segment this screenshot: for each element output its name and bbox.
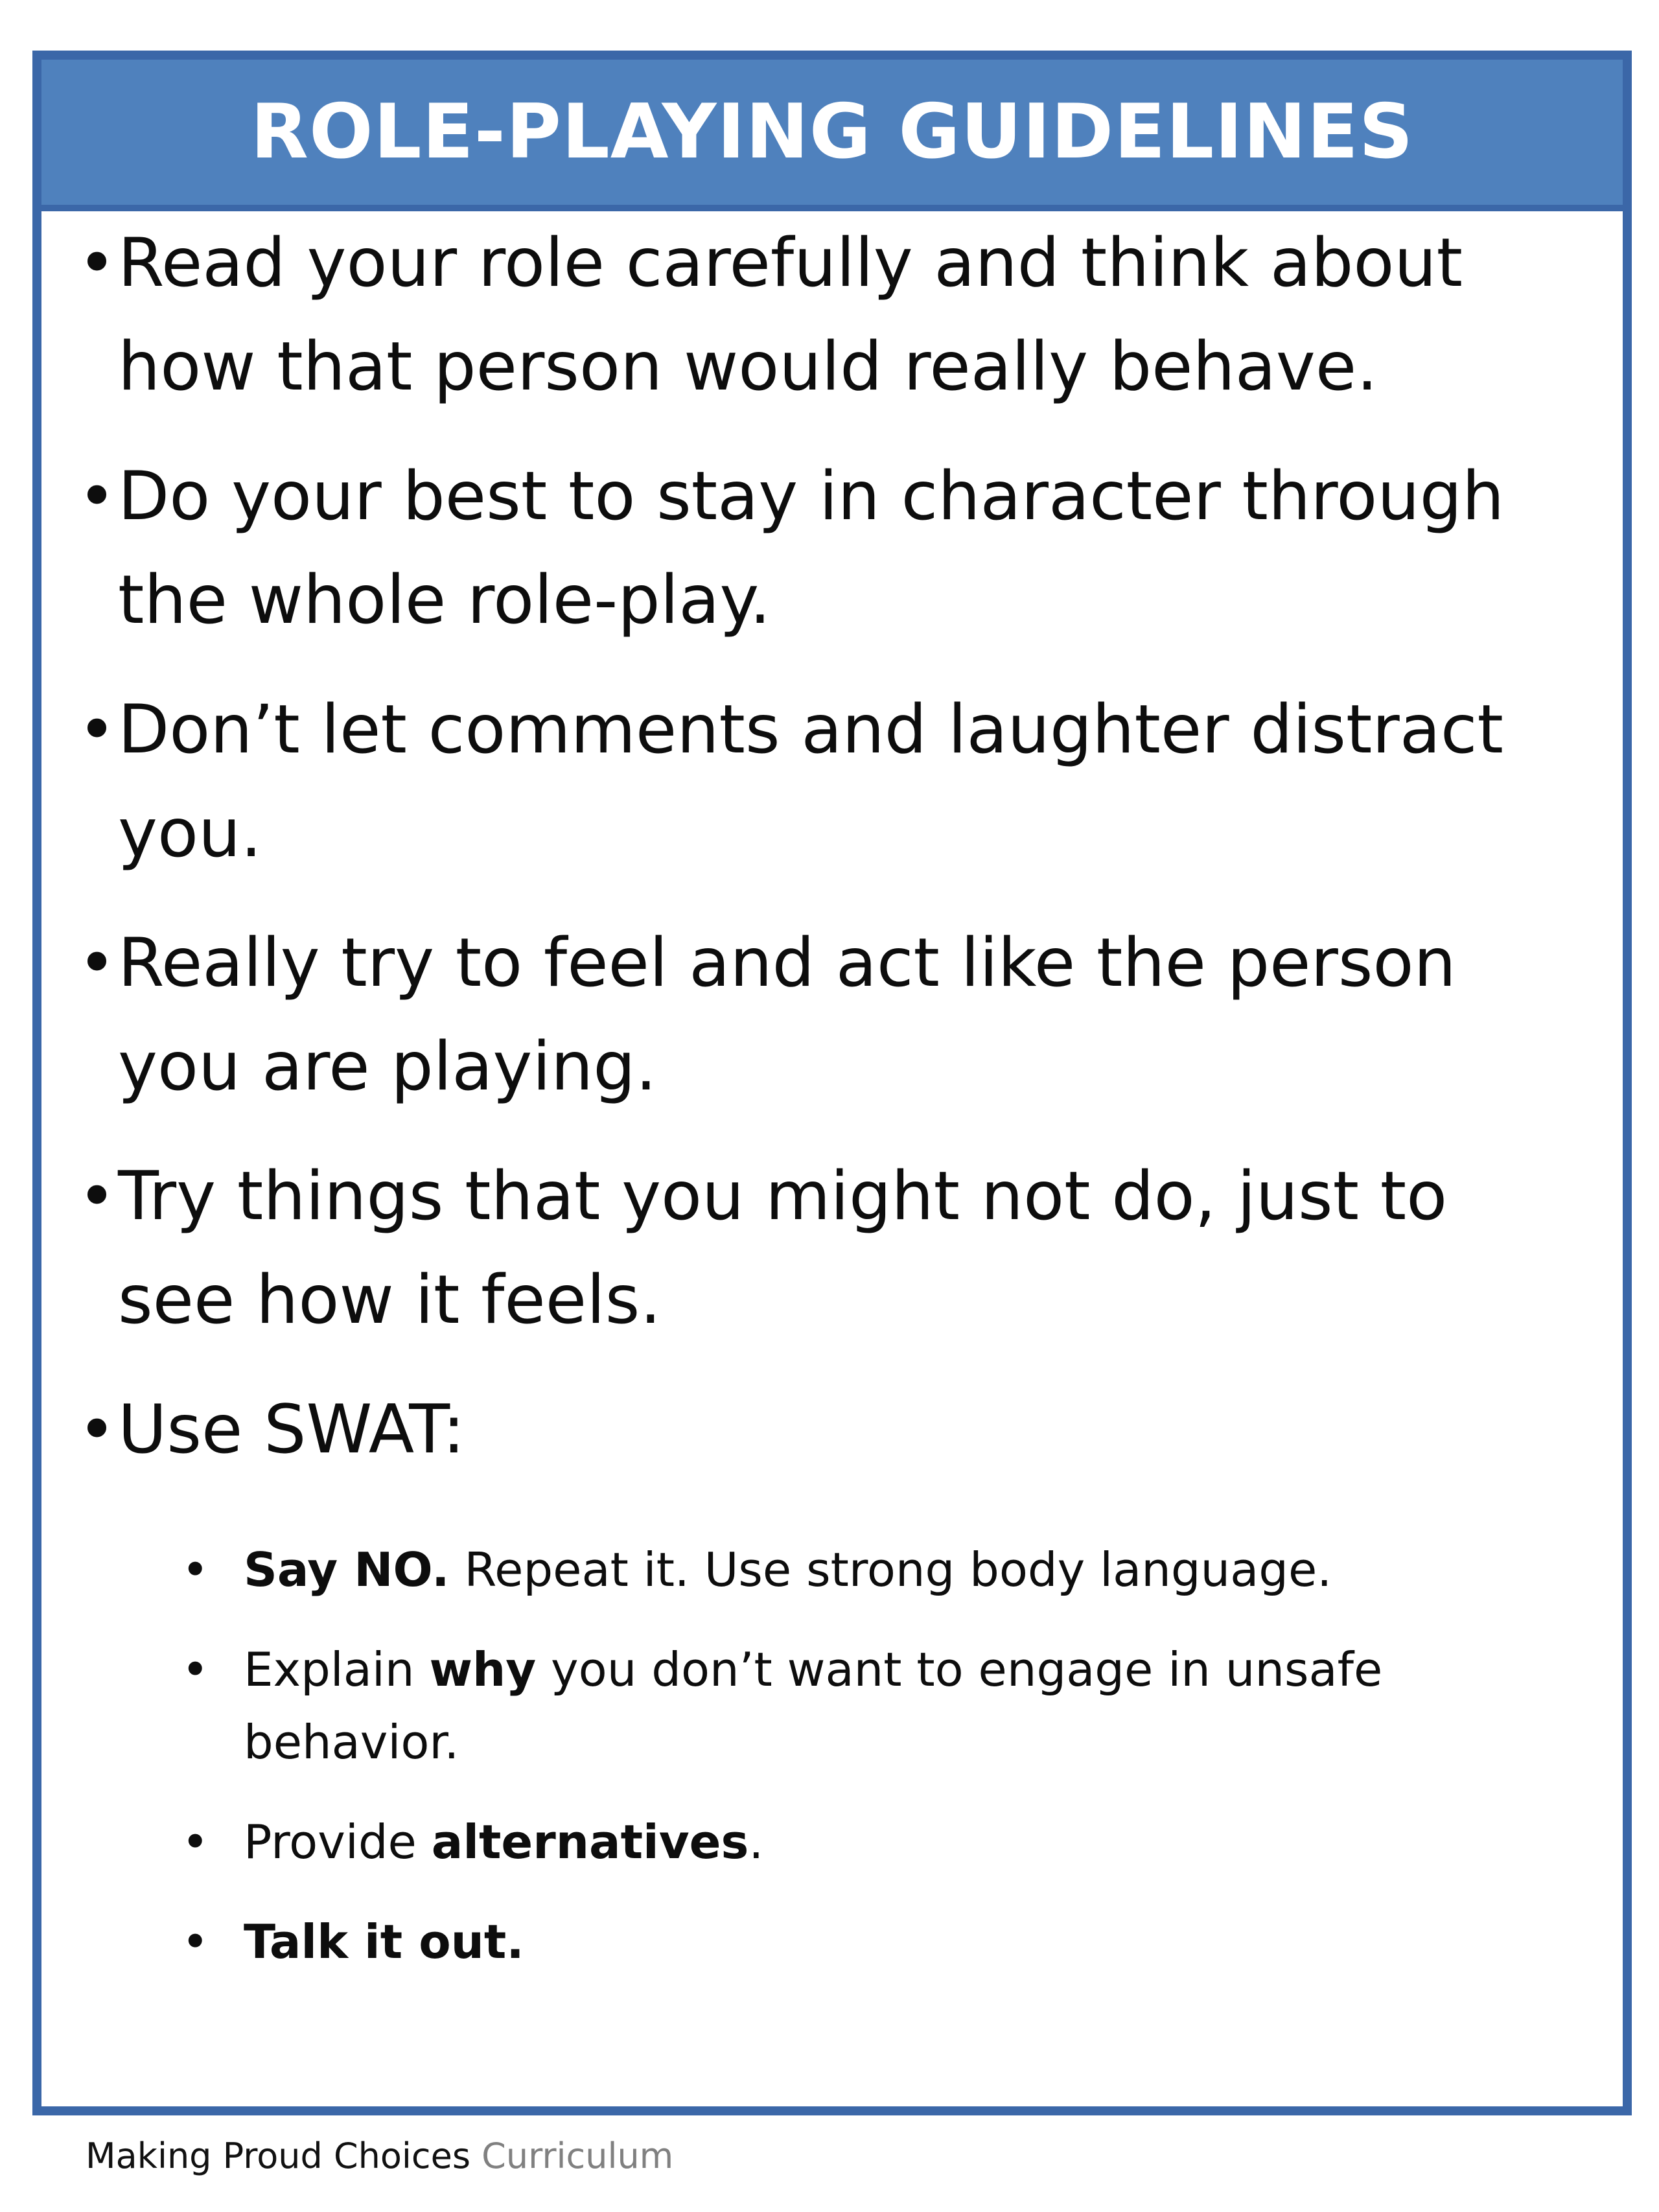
list-item-text: Don’t let comments and laughter distract you. bbox=[118, 691, 1503, 872]
swat-item-text: Provide alternatives. bbox=[244, 1815, 764, 1869]
list-item-text: Read your role carefully and think about how that person would really behave. bbox=[118, 224, 1463, 406]
footer-credit bbox=[86, 2134, 673, 2179]
list-item-text: Really try to feel and act like the person you are playing. bbox=[118, 924, 1456, 1106]
page-title: ROLE-PLAYING GUIDELINES bbox=[250, 88, 1414, 176]
bullet-icon: • bbox=[78, 458, 116, 534]
footer-suffix: Curriculum bbox=[470, 2136, 674, 2176]
guidelines-card bbox=[32, 51, 1632, 2115]
title-banner bbox=[41, 60, 1623, 211]
sub-bullet-icon: • bbox=[181, 1642, 209, 1697]
bullet-icon: • bbox=[78, 1391, 116, 1467]
list-item-text: Try things that you might not do, just to see how it feels. bbox=[118, 1158, 1448, 1339]
list-item-text: Do your best to stay in character through the whole role-play. bbox=[118, 458, 1505, 639]
swat-item-text: Say NO. Repeat it. Use strong body language. bbox=[244, 1543, 1332, 1597]
sub-bullet-icon: • bbox=[181, 1915, 209, 1969]
swat-item-emphasis: Say NO. bbox=[244, 1543, 450, 1597]
sub-bullet-icon: • bbox=[181, 1815, 209, 1869]
bullet-icon: • bbox=[78, 925, 116, 1001]
sub-bullet-icon: • bbox=[181, 1543, 209, 1597]
swat-item-text bbox=[244, 1905, 1584, 1978]
footer-brand: Making Proud Choices bbox=[86, 2136, 470, 2176]
bullet-icon: • bbox=[78, 692, 116, 767]
swat-item-emphasis: Talk it out. bbox=[244, 1915, 524, 1969]
swat-item-text: Explain why you don’t want to engage in unsafe behavior. bbox=[244, 1642, 1383, 1769]
bullet-icon: • bbox=[78, 225, 116, 301]
swat-item-emphasis: why bbox=[429, 1642, 537, 1697]
guidelines-list bbox=[41, 211, 1623, 2106]
bullet-icon: • bbox=[78, 1158, 116, 1234]
list-item-text: Use SWAT: bbox=[118, 1391, 465, 1469]
swat-item-emphasis: alternatives bbox=[431, 1815, 749, 1869]
